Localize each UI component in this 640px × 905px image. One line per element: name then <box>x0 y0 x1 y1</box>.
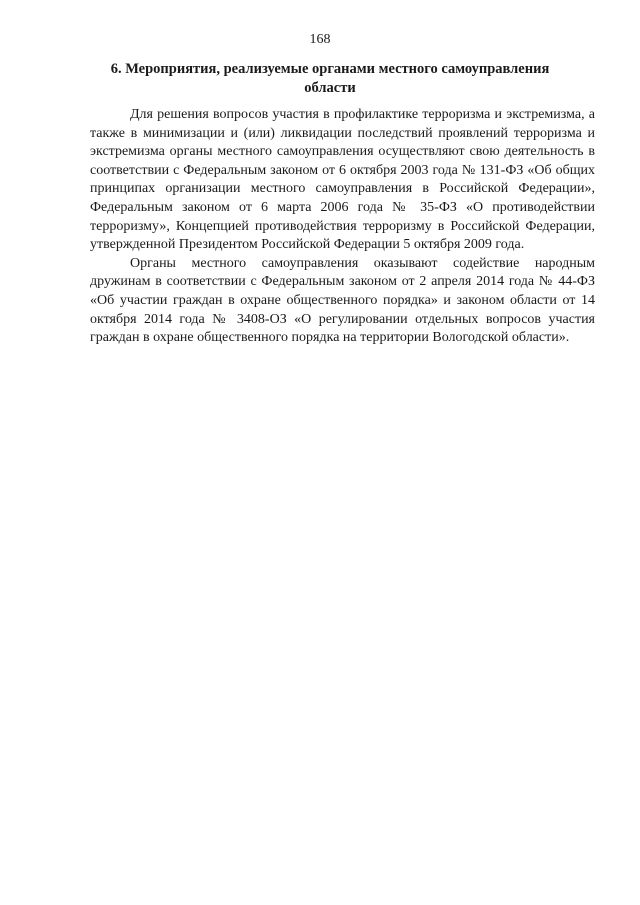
body-text <box>90 106 595 348</box>
page-number: 168 <box>309 32 331 47</box>
paragraph-1: Для решения вопросов участия в профилактике терроризма и экстремизма, а также в минимизации и (или) ликвидации последствий проявлений терроризма и экстремизма органы местного самоуправления осуществляют свою деятельность в соответствии с Федеральным законом от 6 октября 2003 года № 131-ФЗ «Об общих принципах организации местного самоуправления в Российской Федерации», Федеральным законом от 6 марта 2006 года № 35-ФЗ «О противодействии терроризму», Концепцией противодействия терроризму в Российской Федерации, утвержденной Президентом Российской Федерации 5 октября 2009 года. <box>90 107 595 253</box>
paragraph-2: Органы местного самоуправления оказывают содействие народным дружинам в соответствии с Федеральным законом от 2 апреля 2014 года № 44-ФЗ «Об участии граждан в охране общественного порядка» и законом области от 14 октября 2014 года № 3408-ОЗ «О регулировании отдельных вопросов участия граждан в охране общественного порядка на территории Вологодской области». <box>90 255 595 346</box>
section-title: 6. Мероприятия, реализуемые органами местного самоуправления области <box>110 61 550 96</box>
